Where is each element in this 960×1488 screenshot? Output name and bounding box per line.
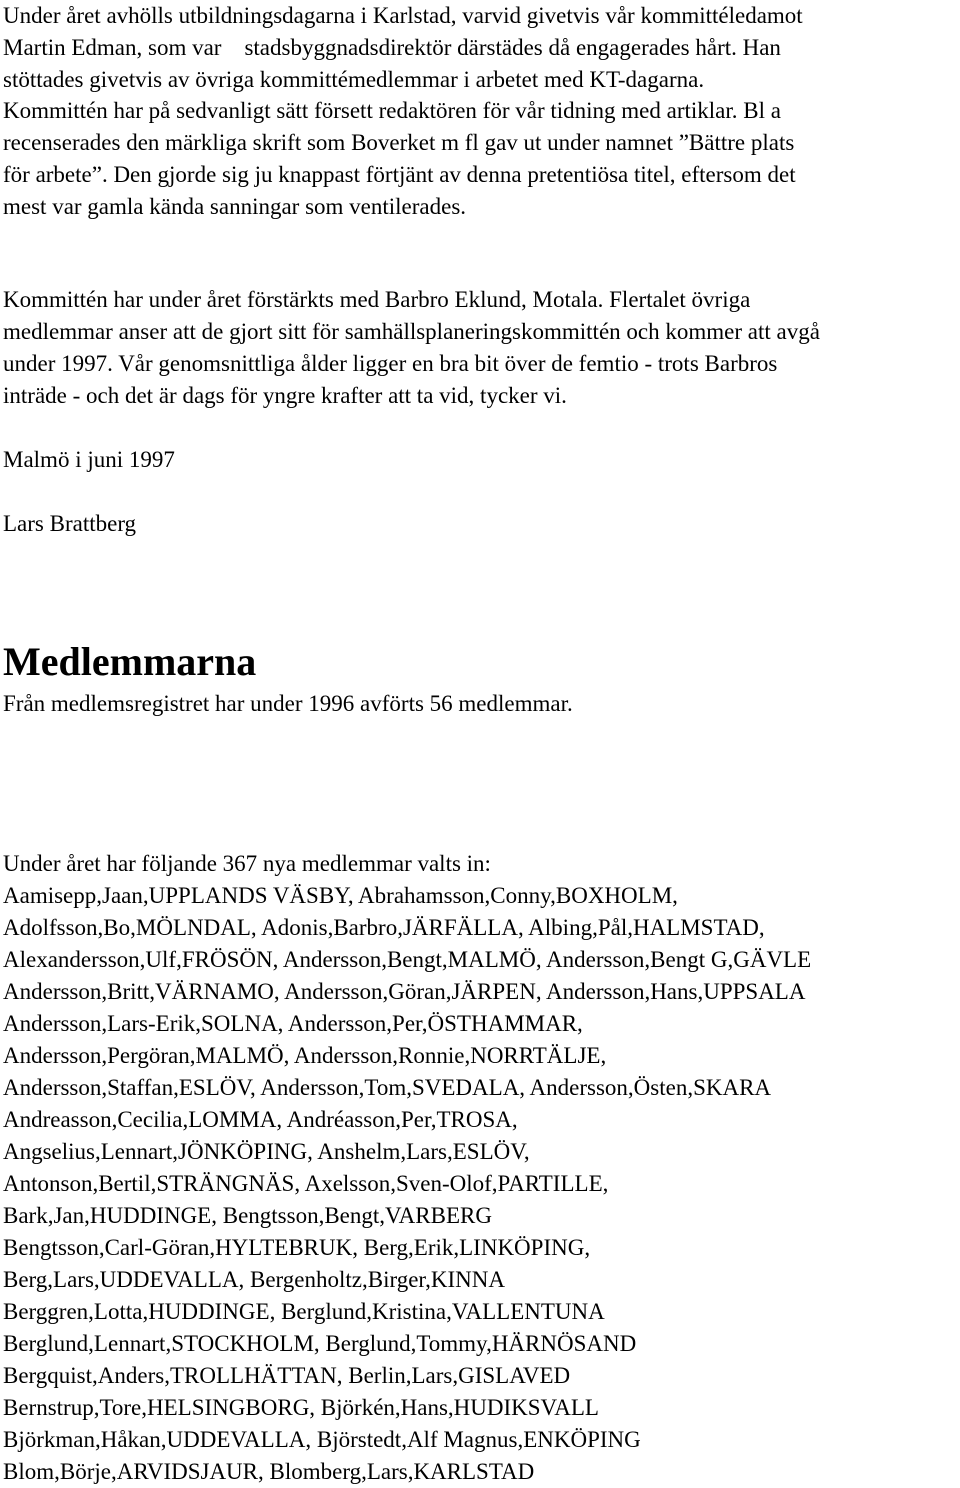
new-members-list (3, 848, 811, 1488)
member-line: Alexandersson,Ulf,FRÖSÖN, Andersson,Bengt,MALMÖ, Andersson,Bengt G,GÄVLE (3, 947, 812, 972)
member-line: Berglund,Lennart,STOCKHOLM, Berglund,Tommy,HÄRNÖSAND (3, 1331, 637, 1356)
member-line: Andersson,Staffan,ESLÖV, Andersson,Tom,SVEDALA, Andersson,Östen,SKARA (3, 1075, 772, 1100)
member-line: Bernstrup,Tore,HELSINGBORG, Björkén,Hans,HUDIKSVALL (3, 1395, 599, 1420)
place-date: Malmö i juni 1997 (3, 447, 175, 472)
member-line: Berg,Lars,UDDEVALLA, Bergenholtz,Birger,KINNA (3, 1267, 506, 1292)
member-line: Andersson,Britt,VÄRNAMO, Andersson,Göran,JÄRPEN, Andersson,Hans,UPPSALA (3, 979, 806, 1004)
member-line: Angselius,Lennart,JÖNKÖPING, Anshelm,Lars,ESLÖV, (3, 1139, 530, 1164)
text-line: Kommittén har under året förstärkts med Barbro Eklund, Motala. Flertalet övriga (3, 287, 751, 312)
text-line: stöttades givetvis av övriga kommittémedlemmar i arbetet med KT-dagarna. (3, 67, 705, 92)
member-line: Adolfsson,Bo,MÖLNDAL, Adonis,Barbro,JÄRFÄLLA, Albing,Pål,HALMSTAD, (3, 915, 765, 940)
member-line: Antonson,Bertil,STRÄNGNÄS, Axelsson,Sven-Olof,PARTILLE, (3, 1171, 609, 1196)
new-members-label: Under året har följande 367 nya medlemmar valts in: (3, 851, 491, 876)
member-line: Bark,Jan,HUDDINGE, Bengtsson,Bengt,VARBERG (3, 1203, 492, 1228)
removed-members-note: Från medlemsregistret har under 1996 avförts 56 medlemmar. (3, 691, 573, 716)
member-line: Blom,Börje,ARVIDSJAUR, Blomberg,Lars,KARLSTAD (3, 1459, 535, 1484)
text-line: för arbete”. Den gjorde sig ju knappast förtjänt av denna pretentiösa titel, eftersom det (3, 162, 796, 187)
text-line: inträde - och det är dags för yngre krafter att ta vid, tycker vi. (3, 383, 567, 408)
member-line: Bergquist,Anders,TROLLHÄTTAN, Berlin,Lars,GISLAVED (3, 1363, 571, 1388)
paragraph-articles (3, 95, 796, 223)
text-line: Martin Edman, som var stadsbyggnadsdirektör därstädes då engagerades hårt. Han (3, 35, 781, 60)
paragraph-training-days (3, 0, 803, 96)
text-line: Under året avhölls utbildningsdagarna i Karlstad, varvid givetvis vår kommittéledamot (3, 3, 803, 28)
text-line: Kommittén har på sedvanligt sätt försett redaktören för vår tidning med artiklar. Bl a (3, 98, 781, 123)
text-line: under 1997. Vår genomsnittliga ålder ligger en bra bit över de femtio - trots Barbros (3, 351, 778, 376)
paragraph-committee-members (3, 284, 820, 412)
member-line: Andreasson,Cecilia,LOMMA, Andréasson,Per,TROSA, (3, 1107, 518, 1132)
member-line: Bengtsson,Carl-Göran,HYLTEBRUK, Berg,Erik,LINKÖPING, (3, 1235, 591, 1260)
text-line: recenserades den märkliga skrift som Boverket m fl gav ut under namnet ”Bättre plats (3, 130, 795, 155)
member-line: Andersson,Pergöran,MALMÖ, Andersson,Ronnie,NORRTÄLJE, (3, 1043, 607, 1068)
text-line: medlemmar anser att de gjort sitt för samhällsplaneringskommittén och kommer att avgå (3, 319, 820, 344)
member-line: Aamisepp,Jaan,UPPLANDS VÄSBY, Abrahamsson,Conny,BOXHOLM, (3, 883, 678, 908)
member-line: Berggren,Lotta,HUDDINGE, Berglund,Kristina,VALLENTUNA (3, 1299, 605, 1324)
text-line: mest var gamla kända sanningar som ventilerades. (3, 194, 467, 219)
member-line: Björkman,Håkan,UDDEVALLA, Björstedt,Alf Magnus,ENKÖPING (3, 1427, 641, 1452)
member-line: Andersson,Lars-Erik,SOLNA, Andersson,Per,ÖSTHAMMAR, (3, 1011, 583, 1036)
section-heading: Medlemmarna (3, 639, 257, 684)
signature: Lars Brattberg (3, 511, 137, 536)
